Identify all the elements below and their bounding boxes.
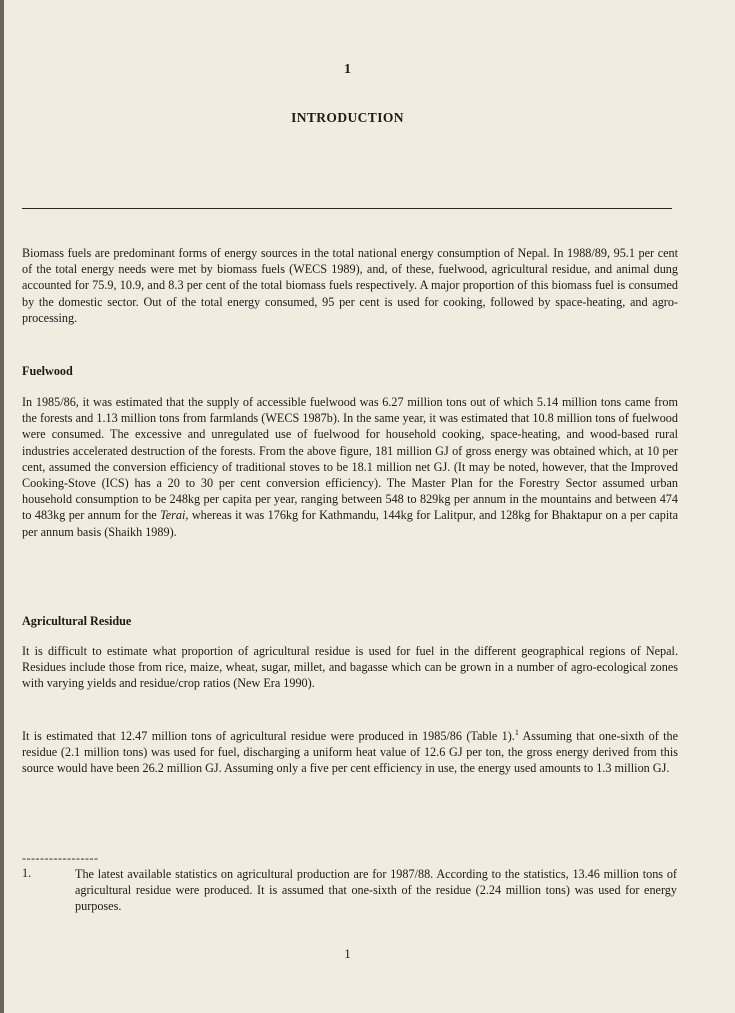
fuelwood-text-part-2: , whereas it was 176kg for Kathmandu, 144kg for Lalitpur, and 128kg for Bhaktapur on a per capita per annum basis (Shaikh 1989). bbox=[22, 508, 679, 539]
agricultural-residue-paragraph-2 bbox=[22, 728, 678, 777]
footnote-text: The latest available statistics on agricultural production are for 1987/88. According to the statistics, 13.46 million tons of agricultural residue were produced. It is assumed that one-sixth of the residue (2.24 million tons) was used for energy purposes. bbox=[75, 867, 677, 914]
footnote-number: 1. bbox=[22, 866, 32, 880]
page-binding-edge bbox=[0, 0, 4, 1013]
fuelwood-text-part-1: In 1985/86, it was estimated that the supply of accessible fuelwood was 6.27 million tons out of which 5.14 million tons came from the forests and 1.13 million tons from farmlands (WECS 1987b). In the same year, it was estimated that 10.8 million tons of fuelwood were consumed. The excessive and unregulated use of fuelwood for household cooking, space-heating, and wood-based rural industries accelerated destruction of the forests. From the above figure, 181 million GJ of gross energy was obtained which, at 10 per cent, assumed the conversion efficiency of traditional stoves to be 18.1 million net GJ. (It may be noted, however, that the Improved Cooking-Stove (ICS) has a 20 to 30 per cent conversion efficiency). The Master Plan for the Forestry Sector assumed urban household consumption to be 248kg per capita per year, ranging between 548 to 829kg per annum in the mountains and between 474 to 483kg per annum for the bbox=[22, 395, 678, 523]
residue-text-part-2: Assuming that one-sixth of the residue (2.1 million tons) was used for fuel, discharging a uniform heat value of 12.6 GJ per ton, the gross energy derived from this source would have been 26.2 million GJ. Assuming only a five per cent efficiency in use, the energy used amounts to 1.3 million GJ. bbox=[22, 729, 678, 776]
bottom-page-number: 1 bbox=[344, 946, 351, 961]
top-page-number: 1 bbox=[344, 62, 351, 77]
fuelwood-paragraph bbox=[22, 394, 678, 540]
terai-term: Terai bbox=[160, 508, 186, 523]
agricultural-residue-paragraph-1: It is difficult to estimate what proportion of agricultural residue is used for fuel in the different geographical regions of Nepal. Residues include those from rice, maize, wheat, sugar, millet, and bagasse which can be grown in a number of agro-ecological zones with varying yields and residue/crop ratios (New Era 1990). bbox=[22, 644, 678, 691]
agricultural-residue-heading: Agricultural Residue bbox=[22, 614, 132, 628]
fuelwood-heading: Fuelwood bbox=[22, 364, 73, 378]
intro-paragraph: Biomass fuels are predominant forms of energy sources in the total national energy consumption of Nepal. In 1988/89, 95.1 per cent of the total energy needs were met by biomass fuels (WECS 1989), and, of these, fuelwood, agricultural residue, and animal dung accounted for 75.9, 10.9, and 8.3 per cent of the total biomass fuels respectively. A major proportion of this biomass fuel is consumed by the domestic sector. Out of the total energy consumed, 95 per cent is used for cooking, followed by space-heating, and agro-processing. bbox=[22, 246, 678, 325]
title-rule bbox=[22, 208, 672, 209]
footnote-separator: ----------------- bbox=[22, 851, 99, 865]
section-title: INTRODUCTION bbox=[291, 110, 404, 125]
residue-text-part-1: It is estimated that 12.47 million tons of agricultural residue were produced in 1985/86 (Table 1). bbox=[22, 729, 515, 743]
footnote-reference: 1 bbox=[514, 727, 519, 737]
